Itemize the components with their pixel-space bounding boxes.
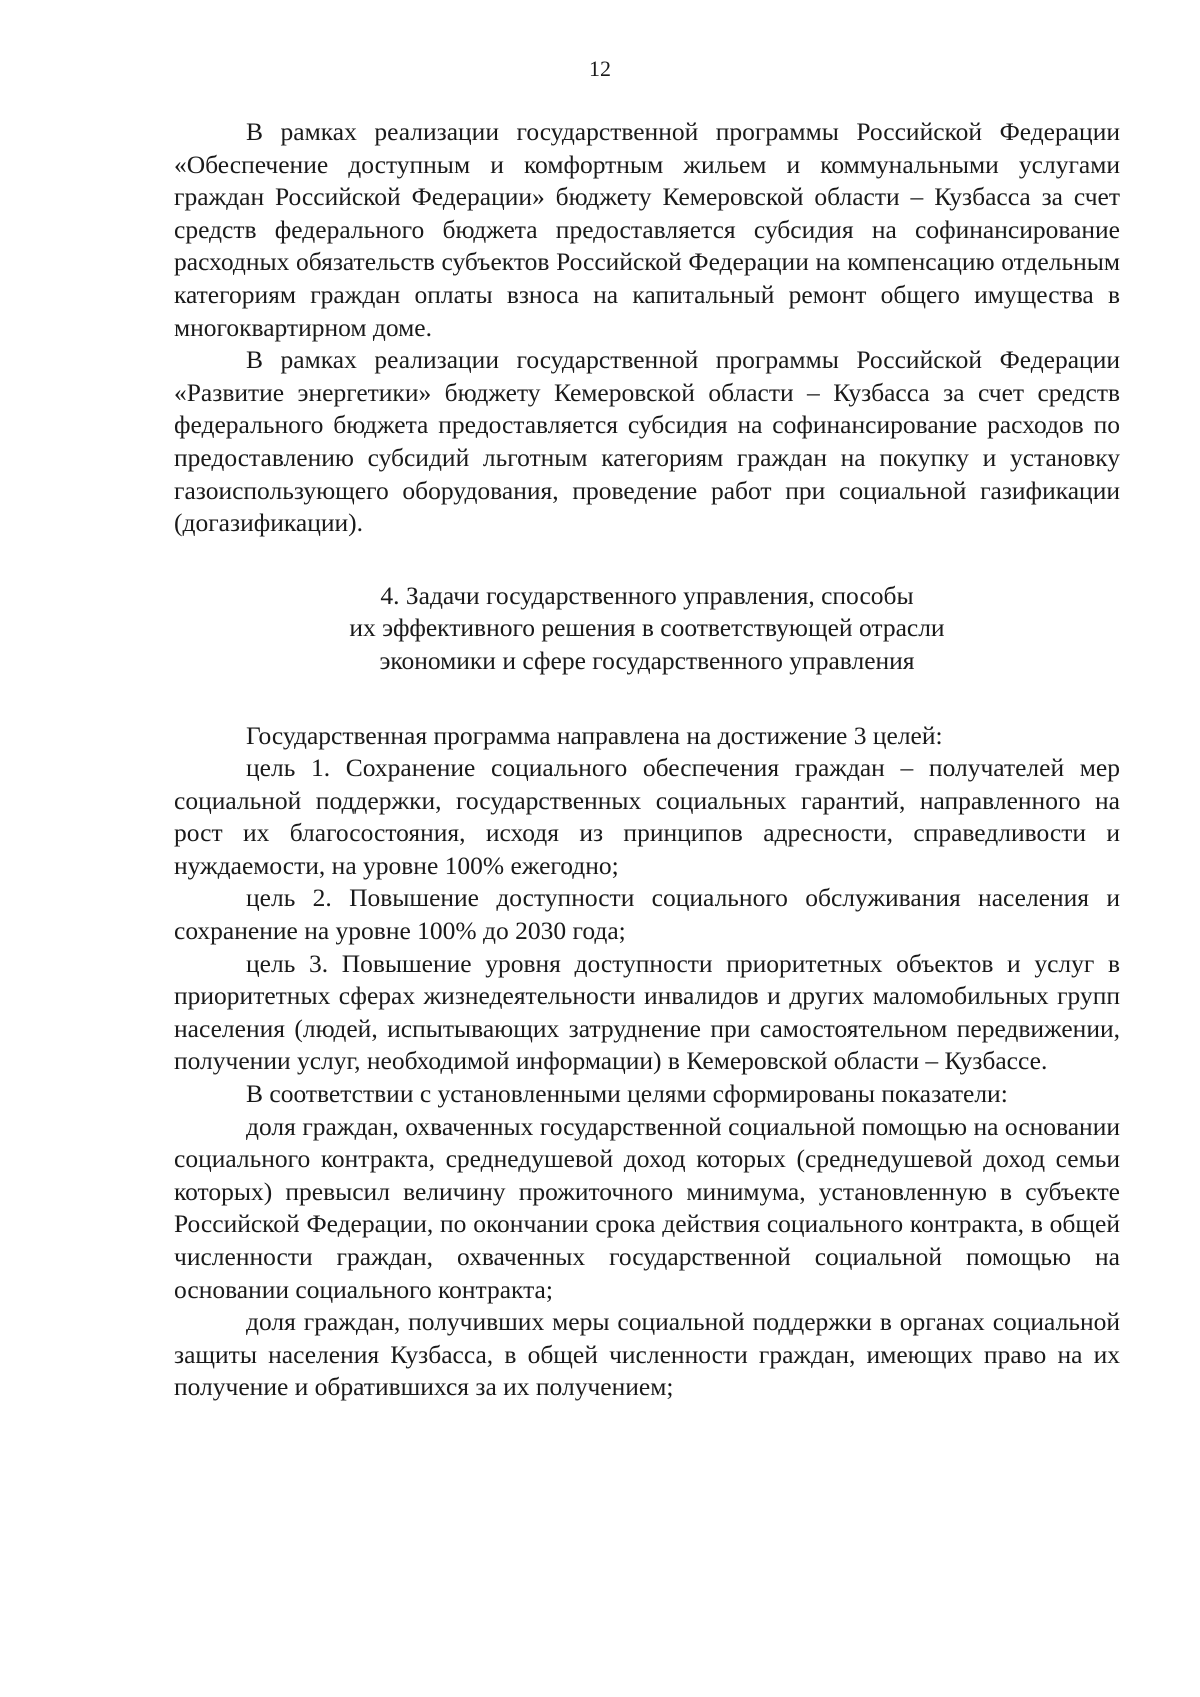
section-heading-line: 4. Задачи государственного управления, способы [380, 580, 914, 610]
page-number: 12 [589, 56, 611, 81]
paragraph-goal-1: цель 1. Сохранение социального обеспечения граждан – получателей мер социальной поддержки, государственных социальных гарантий, направленного на рост их благосостояния, исходя из принципов адресности, справедливости и нуждаемости, на уровне 100% ежегодно; [174, 753, 1120, 880]
paragraph-goal-2: цель 2. Повышение доступности социального обслуживания населения и сохранение на уровне 100% до 2030 года; [174, 883, 1120, 946]
paragraph-indicators-intro: В соответствии с установленными целями сформированы показатели: [246, 1079, 1008, 1109]
paragraph-indicator-social-contract: доля граждан, охваченных государственной социальной помощью на основании социального контракта, среднедушевой доход которых (среднедушевой доход семьи которых) превысил величину прожиточного минимума, установленную в субъекте Российской Федерации, по окончании срока действия социального контракта, в общей численности граждан, охваченных государственной социальной помощью на основании социального контракта; [174, 1111, 1120, 1304]
paragraph-indicator-social-support: доля граждан, получивших меры социальной поддержки в органах социальной защиты населения Кузбасса, в общей численности граждан, имеющих право на их получение и обратившихся за их получением; [174, 1307, 1120, 1402]
paragraph-energy-program: В рамках реализации государственной программы Российской Федерации «Развитие энергетики» бюджету Кемеровской области – Кузбасса за счет средств федерального бюджета предоставляется субсидия на софинансирование расходов по предоставлению субсидий льготным категориям граждан на покупку и установку газоиспользующего оборудования, проведение работ при социальной газификации (догазификации). [174, 345, 1120, 538]
paragraph-housing-program: В рамках реализации государственной программы Российской Федерации «Обеспечение доступным и комфортным жильем и коммунальными услугами граждан Российской Федерации» бюджету Кемеровской области – Кузбасса за счет средств федерального бюджета предоставляется субсидия на софинансирование расходных обязательств субъектов Российской Федерации на компенсацию отдельным категориям граждан оплаты взноса на капитальный ремонт общего имущества в многоквартирном доме. [174, 117, 1120, 342]
section-heading-line: экономики и сфере государственного управления [379, 645, 915, 675]
section-heading [174, 580, 1120, 678]
section-heading-line: их эффективного решения в соответствующей отрасли [349, 613, 945, 643]
document-body [174, 116, 1120, 1404]
paragraph-goal-3: цель 3. Повышение уровня доступности приоритетных объектов и услуг в приоритетных сферах жизнедеятельности инвалидов и других маломобильных групп населения (людей, испытывающих затруднение при самостоятельном передвижении, получении услуг, необходимой информации) в Кемеровской области – Кузбассе. [174, 948, 1120, 1076]
paragraph-goals-intro: Государственная программа направлена на достижение 3 целей: [246, 720, 943, 750]
